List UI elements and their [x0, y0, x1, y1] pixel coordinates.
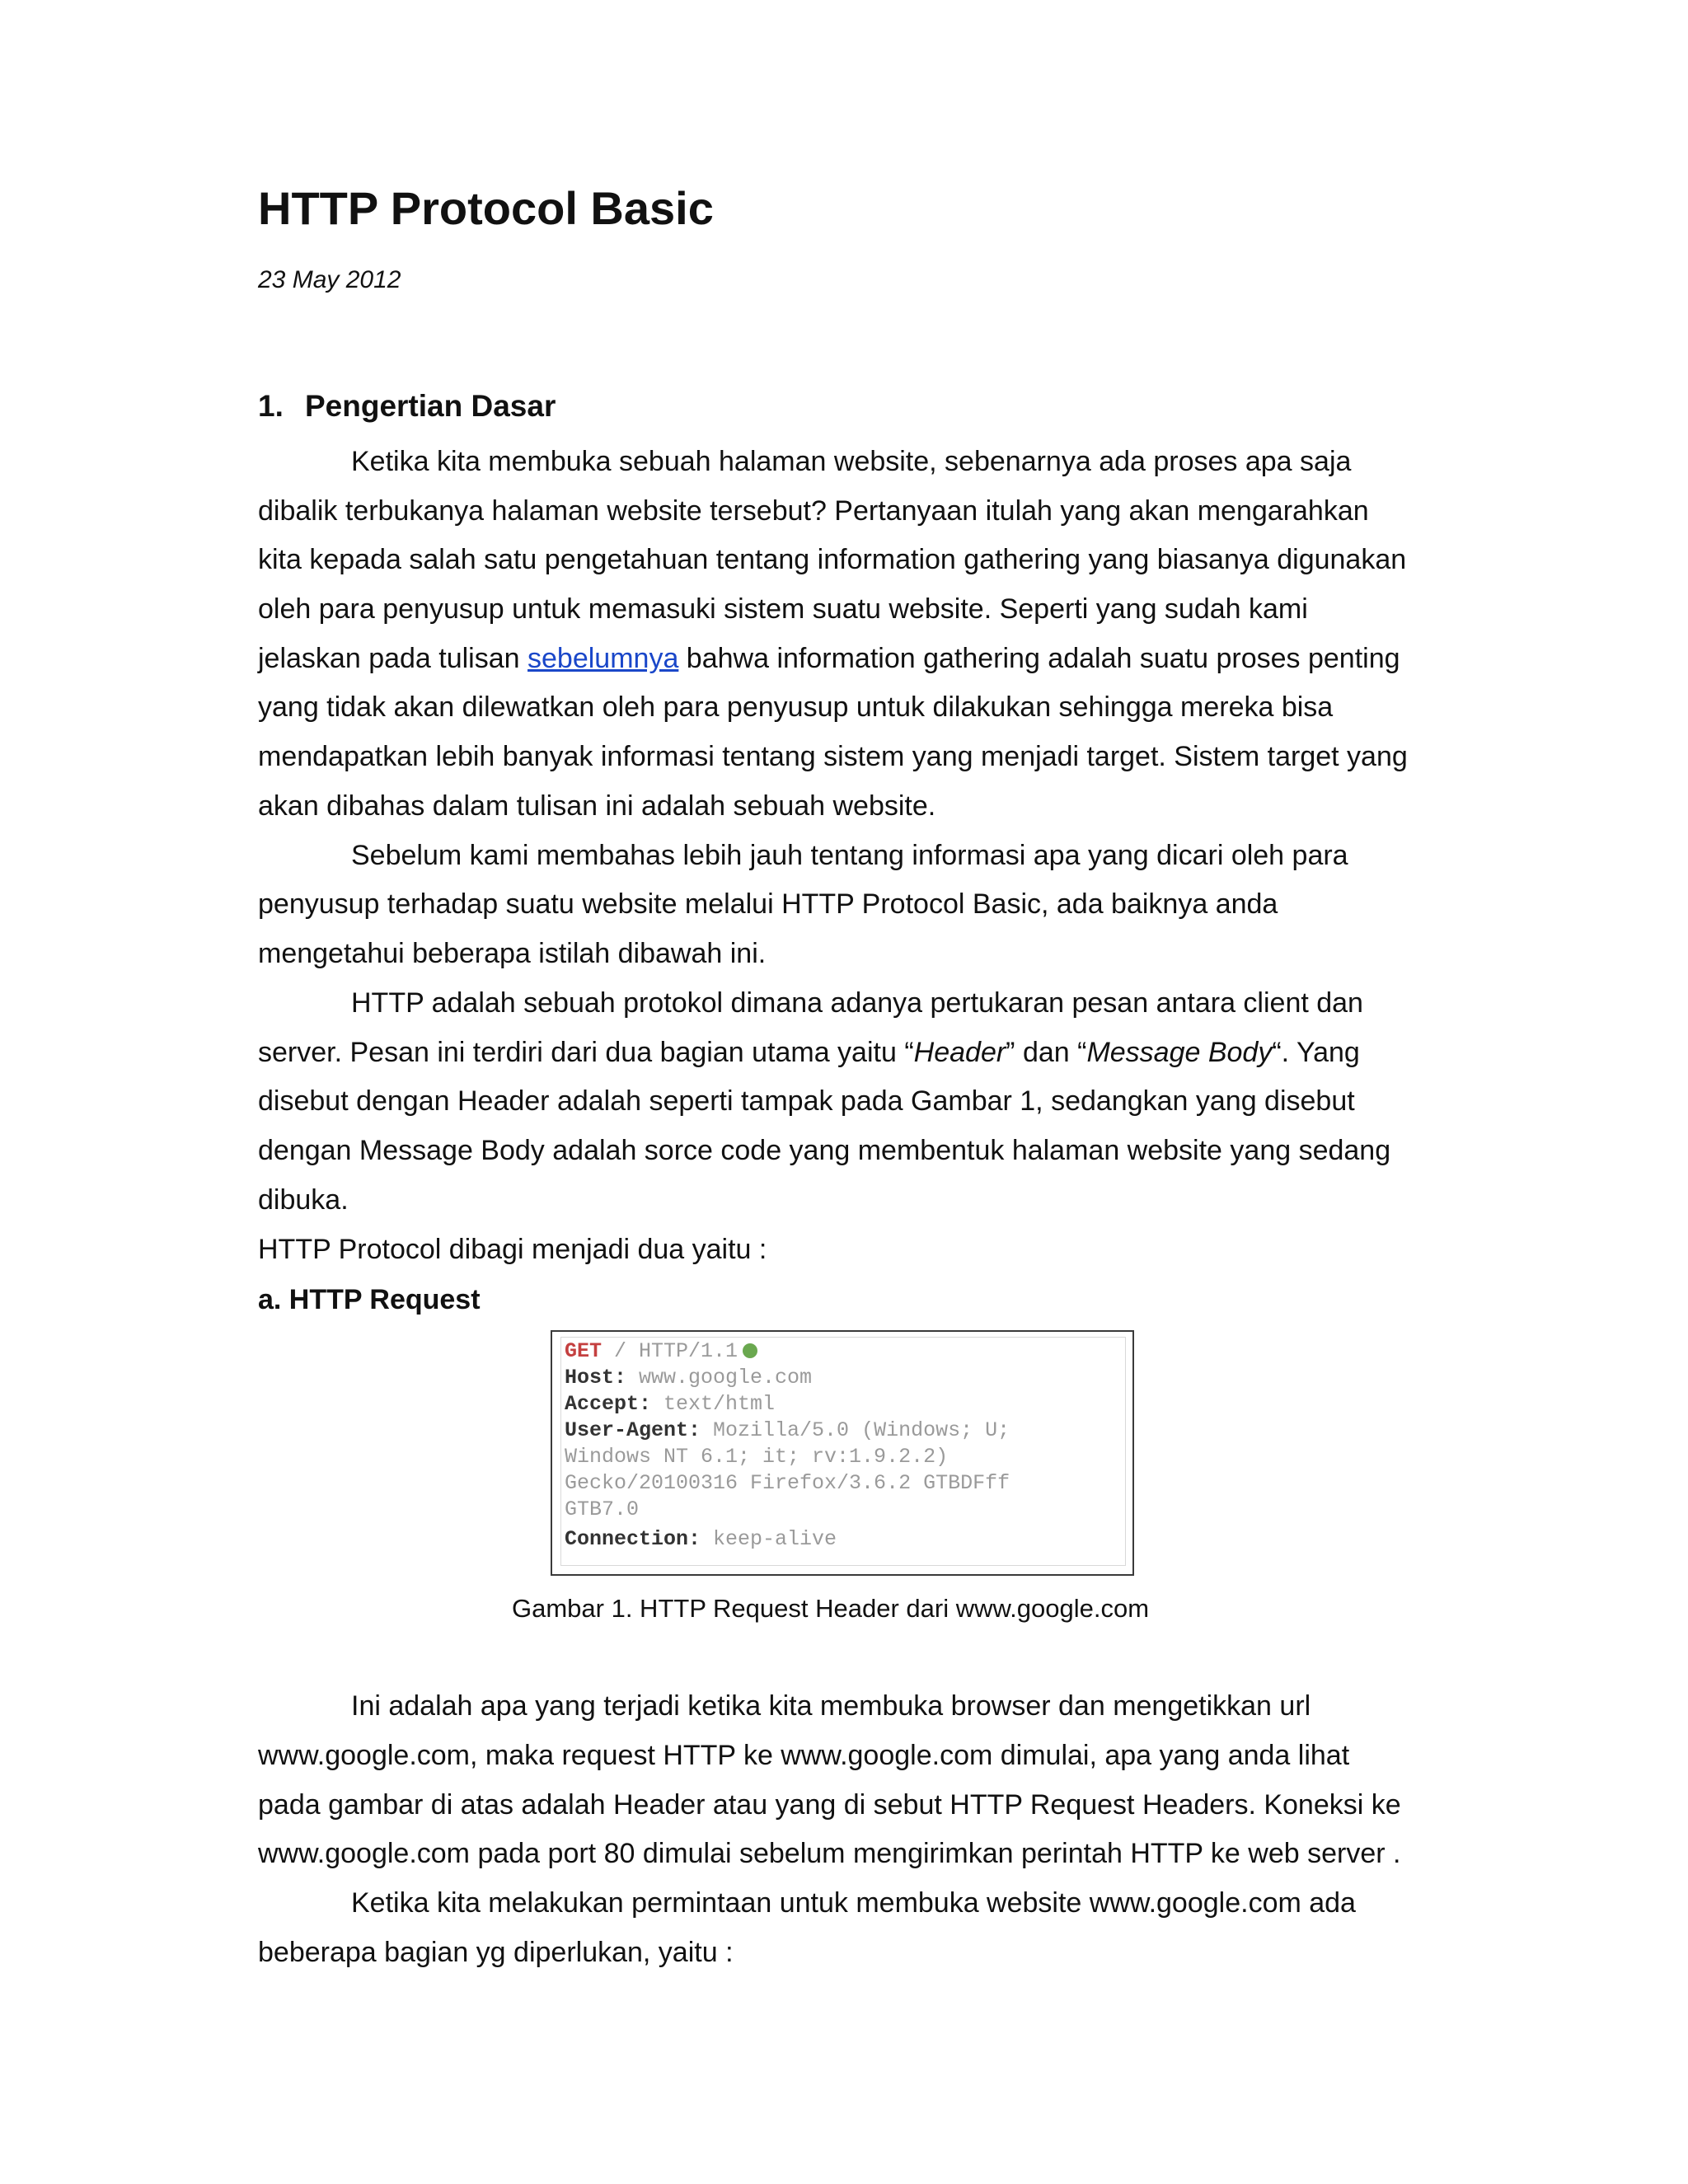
para4-line3: pada gambar di atas adalah Header atau yang di sebut HTTP Request Headers. Koneksi ke — [258, 1789, 1401, 1821]
para4-line4: www.google.com pada port 80 dimulai sebelum mengirimkan perintah HTTP ke web server . — [258, 1838, 1401, 1869]
code-key: Accept: — [565, 1392, 652, 1416]
para1-line8: akan dibahas dalam tulisan ini adalah sebuah website. — [258, 790, 936, 822]
para3-line1: HTTP adalah sebuah protokol dimana adanya pertukaran pesan antara client dan — [351, 987, 1363, 1019]
code-key: GET — [565, 1339, 603, 1363]
subheading-http-request: a. HTTP Request — [258, 1284, 481, 1315]
para1-line2: dibalik terbukanya halaman website tersebut? Pertanyaan itulah yang akan mengarahkan — [258, 495, 1369, 527]
para1-line3: kita kepada salah satu pengetahuan tentang information gathering yang biasanya digunakan — [258, 544, 1407, 575]
para1-line6: yang tidak akan dilewatkan oleh para penyusup untuk dilakukan sehingga mereka bisa — [258, 691, 1334, 723]
status-dot-icon — [743, 1343, 757, 1358]
section-heading — [258, 389, 556, 424]
para3-line2-e: “. Yang — [1272, 1037, 1360, 1068]
header-term: Header — [913, 1037, 1006, 1068]
para4-line2: www.google.com, maka request HTTP ke www.google.com dimulai, apa yang anda lihat — [258, 1740, 1350, 1771]
code-line — [565, 1418, 1010, 1442]
para5-line1: Ketika kita melakukan permintaan untuk membuka website www.google.com ada — [351, 1887, 1356, 1919]
para3-line2-a: server. Pesan ini terdiri dari dua bagian utama yaitu “ — [258, 1037, 914, 1068]
section-number: 1. — [258, 389, 284, 423]
para1-line4: oleh para penyusup untuk memasuki sistem suatu website. Seperti yang sudah kami — [258, 593, 1308, 625]
para2-line2: penyusup terhadap suatu website melalui HTTP Protocol Basic, ada baiknya anda — [258, 888, 1278, 920]
code-line — [565, 1339, 757, 1363]
previous-post-link[interactable]: sebelumnya — [528, 643, 679, 674]
code-value: www.google.com — [626, 1366, 813, 1390]
code-line — [565, 1527, 837, 1551]
section-title: Pengertian Dasar — [305, 389, 556, 423]
code-key: Host: — [565, 1366, 627, 1390]
code-line — [565, 1392, 775, 1416]
page-title: HTTP Protocol Basic — [258, 182, 714, 234]
para3-line5: dibuka. — [258, 1184, 349, 1216]
code-value: text/html — [651, 1392, 776, 1416]
para2-line1: Sebelum kami membahas lebih jauh tentang informasi apa yang dicari oleh para — [351, 840, 1348, 871]
para5-line2: beberapa bagian yg diperlukan, yaitu : — [258, 1937, 734, 1968]
code-key: User-Agent: — [565, 1418, 701, 1442]
http-request-figure — [551, 1330, 1134, 1576]
para3-line3: disebut dengan Header adalah seperti tampak pada Gambar 1, sedangkan yang disebut — [258, 1085, 1355, 1117]
para1-line5 — [258, 642, 1400, 675]
para1-line5-pre: jelaskan pada tulisan — [258, 643, 528, 674]
code-value: keep-alive — [701, 1527, 837, 1551]
code-line: Gecko/20100316 Firefox/3.6.2 GTBDFff — [565, 1471, 1010, 1495]
para3-line2-c: ” dan “ — [1006, 1037, 1087, 1068]
figure-frame — [560, 1337, 1126, 1566]
para1-line7: mendapatkan lebih banyak informasi tentang sistem yang menjadi target. Sistem target yang — [258, 741, 1408, 772]
post-date: 23 May 2012 — [258, 266, 401, 293]
code-key: Connection: — [565, 1527, 701, 1551]
intro-line: HTTP Protocol dibagi menjadi dua yaitu : — [258, 1234, 767, 1265]
message-body-term: Message Body — [1086, 1037, 1273, 1068]
para2-line3: mengetahui beberapa istilah dibawah ini. — [258, 938, 767, 969]
code-line: Windows NT 6.1; it; rv:1.9.2.2) — [565, 1445, 949, 1469]
code-value: / HTTP/1.1 — [602, 1339, 738, 1363]
para4-line1: Ini adalah apa yang terjadi ketika kita membuka browser dan mengetikkan url — [351, 1690, 1311, 1722]
para1-line5-post: bahwa information gathering adalah suatu proses penting — [678, 643, 1400, 674]
code-line: GTB7.0 — [565, 1497, 640, 1521]
code-value: Mozilla/5.0 (Windows; U; — [701, 1418, 1010, 1442]
figure-caption: Gambar 1. HTTP Request Header dari www.google.com — [512, 1594, 1150, 1623]
para3-line2 — [258, 1036, 1360, 1069]
code-line — [565, 1366, 812, 1390]
para1-line1: Ketika kita membuka sebuah halaman website, sebenarnya ada proses apa saja — [351, 446, 1352, 477]
para3-line4: dengan Message Body adalah sorce code yang membentuk halaman website yang sedang — [258, 1135, 1391, 1166]
